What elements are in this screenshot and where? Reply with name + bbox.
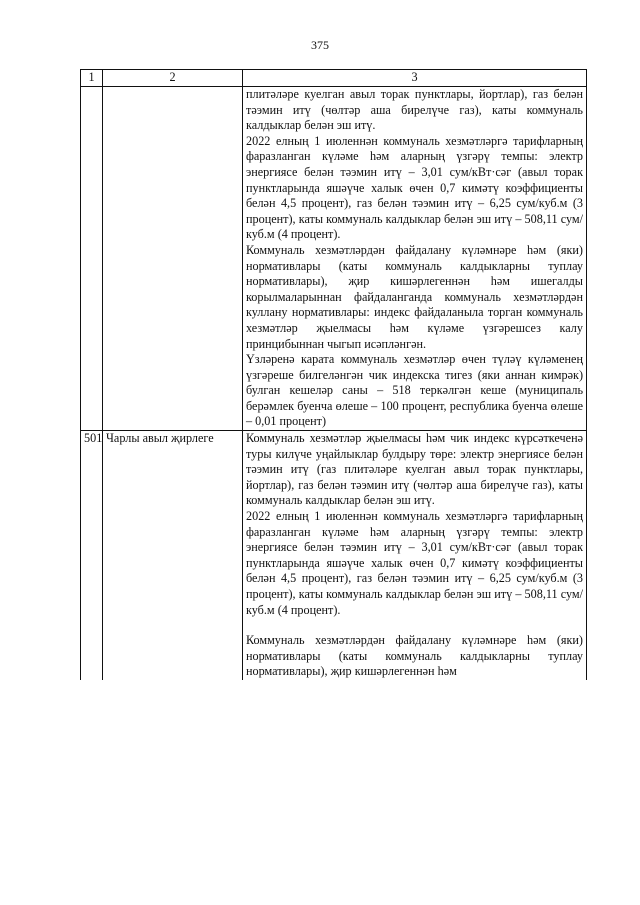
paragraph-gap: [246, 618, 583, 633]
paragraph: Коммуналь хезмәтләрдән файдалану күләмнәре һәм (яки) нормативлары (каты коммуналь калдыкларны туплау нормативлары), җир кишәрлегеннән һәм: [246, 633, 583, 679]
paragraph: Коммуналь хезмәтләрдән файдалану күләмнәре һәм (яки) нормативлары (каты коммуналь калдыкларны туплау нормативлары), җир кишәрлегеннән һәм ишегалды корылмаларыннан файдаланганда коммуналь хезмәтләрдән куллану нормативлары: индекс файдаланыла торган коммуналь хезмәтләр җыелмасы һәм күләме үзгәрешсез калу принцибыннан чыгып исәпләнгән.: [246, 242, 583, 351]
paragraph: Коммуналь хезмәтләр җыелмасы һәм чик индекс күрсәткеченә туры килүче уңайлыклар булдыру төре: электр энергиясе белән тәэмин итү (газ плитәләре куелган авыл торак пунктлары, йортлар), газ белән тәэмин итү (чөлтәр аша бирелүче газ), каты коммуналь калдыклар белән эш итү.: [246, 431, 583, 508]
table-row: [81, 87, 587, 431]
settlement-name: [103, 87, 243, 431]
header-col-3: 3: [243, 70, 587, 87]
table-row: [81, 431, 587, 680]
row-number: [81, 87, 103, 431]
tariff-table: [80, 69, 587, 680]
paragraph: 2022 елның 1 июленнән коммуналь хезмәтләргә тарифларның фаразланган күләме һәм аларның үзгәрү темпы: электр энергиясе белән тәэмин итү – 3,01 сум/кВт·сәг (авыл торак пунктларында яшәүче халык өчен 0,7 кимәтү коэффициенты белән 4,5 процент), газ белән тәэмин итү – 6,25 сум/куб.м (3 процент), каты коммуналь калдыклар белән эш итү – 508,11 сум/куб.м (4 процент).: [246, 509, 583, 617]
paragraph: 2022 елның 1 июленнән коммуналь хезмәтләргә тарифларның фаразланган күләме һәм аларның үзгәрү темпы: электр энергиясе белән тәэмин итү – 3,01 сум/кВт·сәг (авыл торак пунктларында яшәүче халык өчен 0,7 кимәтү коэффициенты белән 4,5 процент), газ белән тәэмин итү – 6,25 сум/куб.м (3 процент), каты коммуналь калдыклар белән эш итү – 508,11 сум/куб.м (4 процент).: [246, 133, 583, 242]
table-header-row: [81, 70, 587, 87]
row-description: [243, 431, 587, 680]
paragraph: Үзләренә карата коммуналь хезмәтләр өчен түләү күләменең үзгәреше билгеләнгән чик индекска тигез (яки аннан кимрәк) булган кешеләр саны – 518 теркәлгән кеше (муниципаль берәмлек буенча өлеше – 100 процент, республика буенча өлеше – 0,01 процент): [246, 352, 583, 429]
row-description: [243, 87, 587, 431]
row-number: 501: [81, 431, 103, 680]
header-col-2: 2: [103, 70, 243, 87]
paragraph: плитәләре куелган авыл торак пунктлары, йортлар), газ белән тәэмин итү (чөлтәр аша бирелүче газ), каты коммуналь калдыклар белән эш итү.: [246, 87, 583, 133]
settlement-name: Чарлы авыл җирлеге: [103, 431, 243, 680]
page-number: 375: [311, 38, 329, 52]
header-col-1: 1: [81, 70, 103, 87]
